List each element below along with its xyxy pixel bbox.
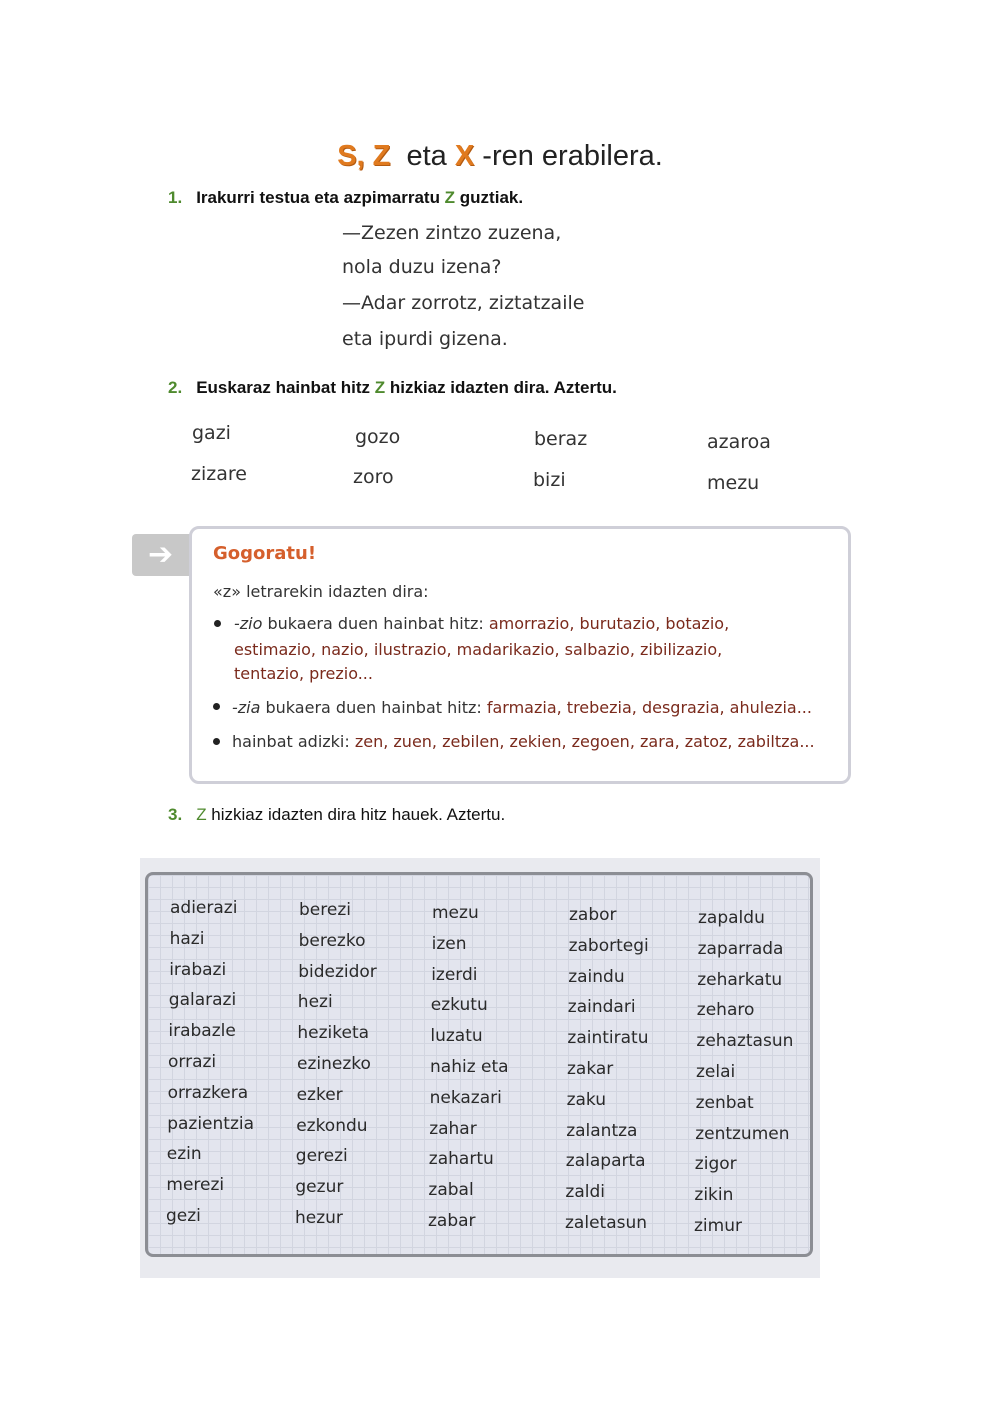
reminder-intro: «z» letrarekin idazten dira: [213,582,429,601]
bullet [213,703,220,710]
grid-word: zaindu [568,966,625,987]
reminder-bullet-2-text: bukaera duen hainbat hitz: [260,698,487,717]
grid-word: zelai [696,1062,736,1082]
grid-word: zenbat [695,1092,754,1113]
grid-word: hazi [169,928,205,949]
grid-word: pazientzia [167,1113,255,1134]
grid-word: izen [431,933,467,954]
title-x: X [454,140,475,172]
reminder-bullet-1-text: bukaera duen hainbat hitz: [262,614,489,633]
poem-line: eta ipurdi gizena. [342,328,508,350]
grid-word: zaldi [565,1182,605,1203]
grid-word: gezi [166,1206,201,1226]
grid-word: ezin [166,1144,202,1165]
grid-word: zabar [428,1211,476,1231]
grid-word: irabazi [169,959,227,980]
grid-word: merezi [166,1175,225,1196]
exercise-1-z: Z [444,188,456,207]
title-rest: -ren erabilera. [482,140,663,172]
grid-word: berezi [299,900,351,920]
reminder-bullet-1-line-1 [234,614,834,633]
grid-word: zigor [694,1154,737,1175]
exercise-2-number: 2. [168,378,183,397]
grid-word: adierazi [170,898,238,918]
reminder-bullet-3 [232,732,842,751]
grid-word: ezkondu [296,1115,368,1136]
bullet [213,738,220,745]
grid-word: hezur [295,1208,343,1228]
word-item: gozo [355,426,401,448]
grid-word: zeharkatu [697,969,783,990]
exercise-3-heading [168,805,505,825]
grid-word: zabor [569,905,617,925]
grid-word: zeharo [696,1000,755,1021]
reminder-bullet-1-words: amorrazio, burutazio, botazio, [488,614,730,633]
reminder-bullet-1-line-3: tentazio, prezio... [234,664,373,683]
grid-word: mezu [432,903,479,923]
grid-word: zabal [428,1180,474,1201]
exercise-3-z: Z [196,805,207,824]
arrow-right-icon: ➔ [148,537,174,572]
grid-word: zalantza [566,1120,638,1141]
grid-word: zabortegi [568,935,649,956]
grid-word: izerdi [431,964,478,985]
grid-word: hezi [297,992,333,1013]
word-item: azaroa [707,431,771,453]
poem-line: nola duzu izena? [342,256,502,278]
grid-word: zalaparta [565,1151,646,1172]
grid-word: zahartu [428,1149,494,1170]
grid-word: zaku [566,1089,607,1110]
grid-word: berezko [298,930,366,951]
grid-word: zapaldu [698,908,765,928]
poem-line: —Adar zorrotz, ziztatzaile [342,292,585,314]
reminder-bullet-2 [232,698,842,717]
exercise-2-heading [168,378,617,398]
exercise-1-text-post: guztiak. [455,188,524,207]
grid-word: orrazkera [167,1082,249,1103]
exercise-2-z: Z [374,378,386,397]
grid-word: irabazle [168,1021,236,1042]
grid-word: zaletasun [565,1213,648,1233]
grid-word: zahar [429,1118,477,1139]
grid-word: zaintiratu [567,1028,649,1049]
grid-word: zaindari [567,997,636,1018]
grid-word: gerezi [295,1146,348,1167]
grid-word: nekazari [429,1087,502,1108]
grid-word: luzatu [430,1026,483,1047]
grid-word: zentzumen [695,1123,790,1144]
exercise-2-text-post: hizkiaz idazten dira. Aztertu. [385,378,617,397]
grid-word: ezker [296,1084,343,1105]
word-item: gazi [192,422,231,444]
grid-word: zimur [694,1216,742,1236]
grid-word: nahiz eta [430,1057,509,1077]
word-item: beraz [534,428,588,450]
word-item: bizi [533,469,566,491]
reminder-title: Gogoratu! [213,543,317,564]
exercise-3-text: hizkiaz idazten dira hitz hauek. Aztertu. [206,805,506,824]
grid-word: zaparrada [697,938,784,959]
grid-word: zehaztasun [696,1031,794,1052]
word-item: zoro [353,466,394,488]
exercise-1-heading [168,188,523,208]
grid-word: orrazi [168,1052,217,1072]
grid-word: zikin [694,1185,734,1206]
reminder-suffix-zia: -zia [232,698,261,717]
reminder-bullet-1-line-2: estimazio, nazio, ilustrazio, madarikazio, salbazio, zibilizazio, [234,640,723,659]
reminder-suffix-zio: -zio [234,614,263,633]
reminder-bullet-3-text: hainbat adizki: [232,732,355,751]
grid-word: gezur [295,1177,344,1198]
grid-word: zakar [567,1059,614,1079]
grid-word: galarazi [168,990,237,1011]
word-item: zizare [191,463,247,485]
title-s-z: S, Z [337,140,391,172]
grid-word: bidezidor [298,961,377,982]
grid-word: ezkutu [430,995,488,1016]
reminder-bullet-2-words: farmazia, trebezia, desgrazia, ahulezia... [486,698,812,717]
bullet [214,620,221,627]
exercise-1-text-pre: Irakurri testua eta azpimarratu [196,188,445,207]
exercise-2-text-pre: Euskaraz hainbat hitz [196,378,375,397]
exercise-3-number: 3. [168,805,183,824]
reminder-tab [132,534,192,576]
poem-line: —Zezen zintzo zuzena, [342,222,562,244]
exercise-1-number: 1. [168,188,183,207]
title-eta: eta [406,140,447,172]
reminder-bullet-3-words: zen, zuen, zebilen, zekien, zegoen, zara, zatoz, zabiltza... [354,732,815,751]
grid-word: heziketa [297,1023,370,1044]
grid-word: ezinezko [297,1054,371,1074]
page-title [0,140,1000,173]
word-item: mezu [707,472,760,494]
